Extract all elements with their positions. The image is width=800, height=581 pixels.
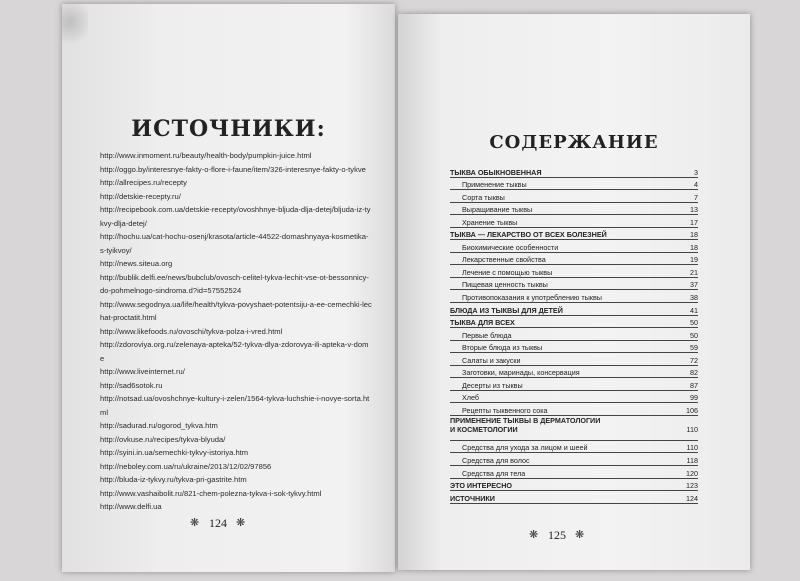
toc-entry-page: 110 bbox=[686, 443, 698, 453]
toc-entry-title-cont: И КОСМЕТОЛОГИИ bbox=[450, 424, 518, 434]
toc-entry-title: ЭТО ИНТЕРЕСНО bbox=[450, 481, 513, 491]
toc-entry-page: 110 bbox=[686, 424, 698, 434]
page-number: 124 bbox=[209, 516, 227, 530]
toc-entry bbox=[450, 215, 698, 228]
toc-entry bbox=[450, 316, 698, 329]
toc-entry-page: 19 bbox=[690, 255, 698, 265]
source-url: http://oggo.by/interesnye-fakty-o-flore-i-faune/item/326-interesnye-fakty-o-tykve bbox=[100, 164, 366, 174]
toc-entry-page: 120 bbox=[686, 468, 698, 478]
toc-entry bbox=[450, 378, 698, 391]
toc-entry bbox=[450, 416, 698, 441]
toc-entry bbox=[450, 341, 698, 354]
toc-entry-title: ТЫКВА ОБЫКНОВЕННАЯ bbox=[450, 167, 542, 177]
toc-entry bbox=[450, 253, 698, 266]
toc-entry bbox=[450, 290, 698, 303]
toc-entry-title: Сорта тыквы bbox=[462, 192, 505, 202]
ornament-icon: ❋ bbox=[575, 528, 585, 541]
toc-entry-page: 118 bbox=[686, 456, 698, 466]
source-url: http://bluda-iz-tykvy.ru/tykva-pri-gastrite.htm bbox=[100, 475, 247, 484]
source-url: http://hochu.ua/cat-hochu-osenj/krasota/article-44522-domashnyaya-kosmetika-s-tyikvoy/ bbox=[100, 232, 369, 255]
source-url: http://allrecipes.ru/recepty bbox=[100, 178, 187, 187]
toc-entry bbox=[450, 366, 698, 379]
toc-entry-title: ИСТОЧНИКИ bbox=[450, 493, 495, 503]
toc-entry-title: ТЫКВА ДЛЯ ВСЕХ bbox=[450, 318, 515, 328]
source-url: http://www.delfi.ua bbox=[100, 502, 162, 511]
toc-entry-title: Десерты из тыквы bbox=[462, 380, 523, 390]
toc-entry-page: 17 bbox=[690, 217, 698, 227]
ornament-icon: ❋ bbox=[529, 528, 539, 541]
source-url: http://syini.in.ua/semechki-tykvy-istoriya.htm bbox=[100, 448, 249, 457]
toc-entry-page: 72 bbox=[690, 355, 698, 365]
toc-entry-page: 123 bbox=[686, 481, 698, 491]
toc-entry bbox=[450, 278, 698, 291]
source-url: http://www.likefoods.ru/ovoschi/tykva-polza-i-vred.html bbox=[100, 326, 283, 336]
ornament-icon: ❋ bbox=[236, 516, 246, 529]
toc-entry bbox=[450, 353, 698, 366]
toc-entry-page: 59 bbox=[690, 343, 698, 353]
toc-entry-page: 41 bbox=[690, 305, 698, 315]
toc-entry-page: 82 bbox=[690, 368, 698, 378]
toc-entry-page: 21 bbox=[690, 267, 698, 277]
source-url: http://detskie-recepty.ru/ bbox=[100, 191, 181, 201]
toc-entry bbox=[450, 453, 698, 466]
toc-entry-page: 4 bbox=[694, 180, 698, 190]
toc-entry bbox=[450, 303, 698, 316]
source-url: http://www.liveinternet.ru/ bbox=[100, 367, 185, 376]
page-stain bbox=[62, 4, 88, 49]
toc-entry bbox=[450, 265, 698, 278]
toc-entry-page: 38 bbox=[690, 293, 698, 303]
source-url: http://news.siteua.org bbox=[100, 259, 173, 268]
toc-entry bbox=[450, 203, 698, 216]
toc-entry-page: 106 bbox=[686, 405, 698, 415]
toc-entry-title: ПРИМЕНЕНИЕ ТЫКВЫ В ДЕРМАТОЛОГИИ bbox=[450, 415, 601, 425]
toc-entry-title: Средства для волос bbox=[462, 456, 530, 466]
toc-entry bbox=[450, 228, 698, 241]
source-url: http://sadurad.ru/ogorod_tykva.htm bbox=[100, 421, 218, 430]
toc-entry-title: Хлеб bbox=[462, 393, 480, 403]
toc-entry-page: 50 bbox=[690, 330, 698, 340]
toc-entry-page: 3 bbox=[694, 167, 698, 177]
table-of-contents bbox=[450, 165, 698, 504]
toc-entry-page: 50 bbox=[690, 318, 698, 328]
toc-entry-title: ТЫКВА — ЛЕКАРСТВО ОТ ВСЕХ БОЛЕЗНЕЙ bbox=[450, 230, 607, 240]
toc-entry-title: Средства для тела bbox=[462, 468, 526, 478]
source-url: http://neboley.com.ua/ru/ukraine/2013/12/02/97856 bbox=[100, 461, 272, 471]
source-url: http://www.vashaibolit.ru/821-chem-polezna-tykva-i-sok-tykvy.html bbox=[100, 488, 322, 498]
toc-entry bbox=[450, 491, 698, 504]
toc-entry bbox=[450, 441, 698, 454]
toc-entry-page: 87 bbox=[690, 380, 698, 390]
source-url: http://www.inmoment.ru/beauty/health-body/pumpkin-juice.html bbox=[100, 151, 312, 160]
toc-entry-title: Выращивание тыквы bbox=[462, 205, 533, 215]
page-number: 125 bbox=[548, 528, 566, 542]
left-page bbox=[62, 4, 395, 572]
toc-entry-title: Рецепты тыквенного сока bbox=[462, 405, 548, 415]
toc-entry-title: БЛЮДА ИЗ ТЫКВЫ ДЛЯ ДЕТЕЙ bbox=[450, 305, 563, 315]
toc-entry bbox=[450, 328, 698, 341]
source-url: http://bublik.delfi.ee/news/bubclub/ovosch-celitel-tykva-lechit-vse-ot-bessonnicy-do-pohmelnogo-sindroma.d?id=57552524 bbox=[100, 272, 369, 295]
source-url: http://ovkuse.ru/recipes/tykva-blyuda/ bbox=[100, 434, 226, 444]
source-url: http://zdoroviya.org.ru/zelenaya-apteka/52-tykva-dlya-zdorovya-ili-apteka-v-dome bbox=[100, 340, 369, 363]
toc-entry-page: 13 bbox=[690, 205, 698, 215]
sources-title: ИСТОЧНИКИ: bbox=[131, 116, 326, 142]
toc-entry-title: Противопоказания к употреблению тыквы bbox=[462, 293, 602, 303]
toc-entry-title: Пищевая ценность тыквы bbox=[462, 280, 548, 290]
toc-entry-page: 37 bbox=[690, 280, 698, 290]
toc-entry-title: Хранение тыквы bbox=[462, 217, 518, 227]
toc-entry-page: 18 bbox=[690, 230, 698, 240]
source-url: http://recipebook.com.ua/detskie-recepty/ovoshhnye-bljuda-dlja-detej/bljuda-iz-tykvy-dlja-detej/ bbox=[100, 205, 371, 228]
toc-entry-title: Заготовки, маринады, консервация bbox=[462, 368, 580, 378]
sources-list bbox=[100, 149, 372, 514]
toc-entry bbox=[450, 391, 698, 404]
toc-entry-title: Первые блюда bbox=[462, 330, 512, 340]
toc-entry-title: Лекарственные свойства bbox=[462, 255, 546, 265]
source-url: http://sad6sotok.ru bbox=[100, 380, 163, 390]
toc-entry bbox=[450, 190, 698, 203]
toc-entry bbox=[450, 240, 698, 253]
toc-entry-title: Биохимические особенности bbox=[462, 242, 559, 252]
source-url: http://notsad.ua/ovoshchnye-kultury-i-zelen/1564-tykva-luchshie-i-novye-sorta.html bbox=[100, 394, 370, 417]
toc-entry bbox=[450, 178, 698, 191]
toc-entry bbox=[450, 479, 698, 492]
toc-entry-page: 99 bbox=[690, 393, 698, 403]
toc-entry-line2 bbox=[450, 425, 698, 434]
toc-entry bbox=[450, 165, 698, 178]
toc-entry bbox=[450, 403, 698, 416]
right-page bbox=[398, 14, 750, 570]
toc-entry-page: 124 bbox=[686, 493, 698, 503]
toc-entry-title: Салаты и закуски bbox=[462, 355, 521, 365]
ornament-icon: ❋ bbox=[190, 516, 200, 529]
toc-entry-title: Лечение с помощью тыквы bbox=[462, 267, 553, 277]
source-url: http://www.segodnya.ua/life/health/tykva-povyshaet-potentsiju-a-ee-cemechki-lechat-proctatit.html bbox=[100, 299, 372, 322]
toc-entry-title: Средства для ухода за лицом и шеей bbox=[462, 443, 588, 453]
toc-entry-page: 18 bbox=[690, 242, 698, 252]
toc-entry-title: Применение тыквы bbox=[462, 180, 527, 190]
toc-entry-page: 7 bbox=[694, 192, 698, 202]
toc-entry-title: Вторые блюда из тыквы bbox=[462, 343, 543, 353]
contents-title: СОДЕРЖАНИЕ bbox=[489, 132, 659, 153]
toc-entry bbox=[450, 466, 698, 479]
